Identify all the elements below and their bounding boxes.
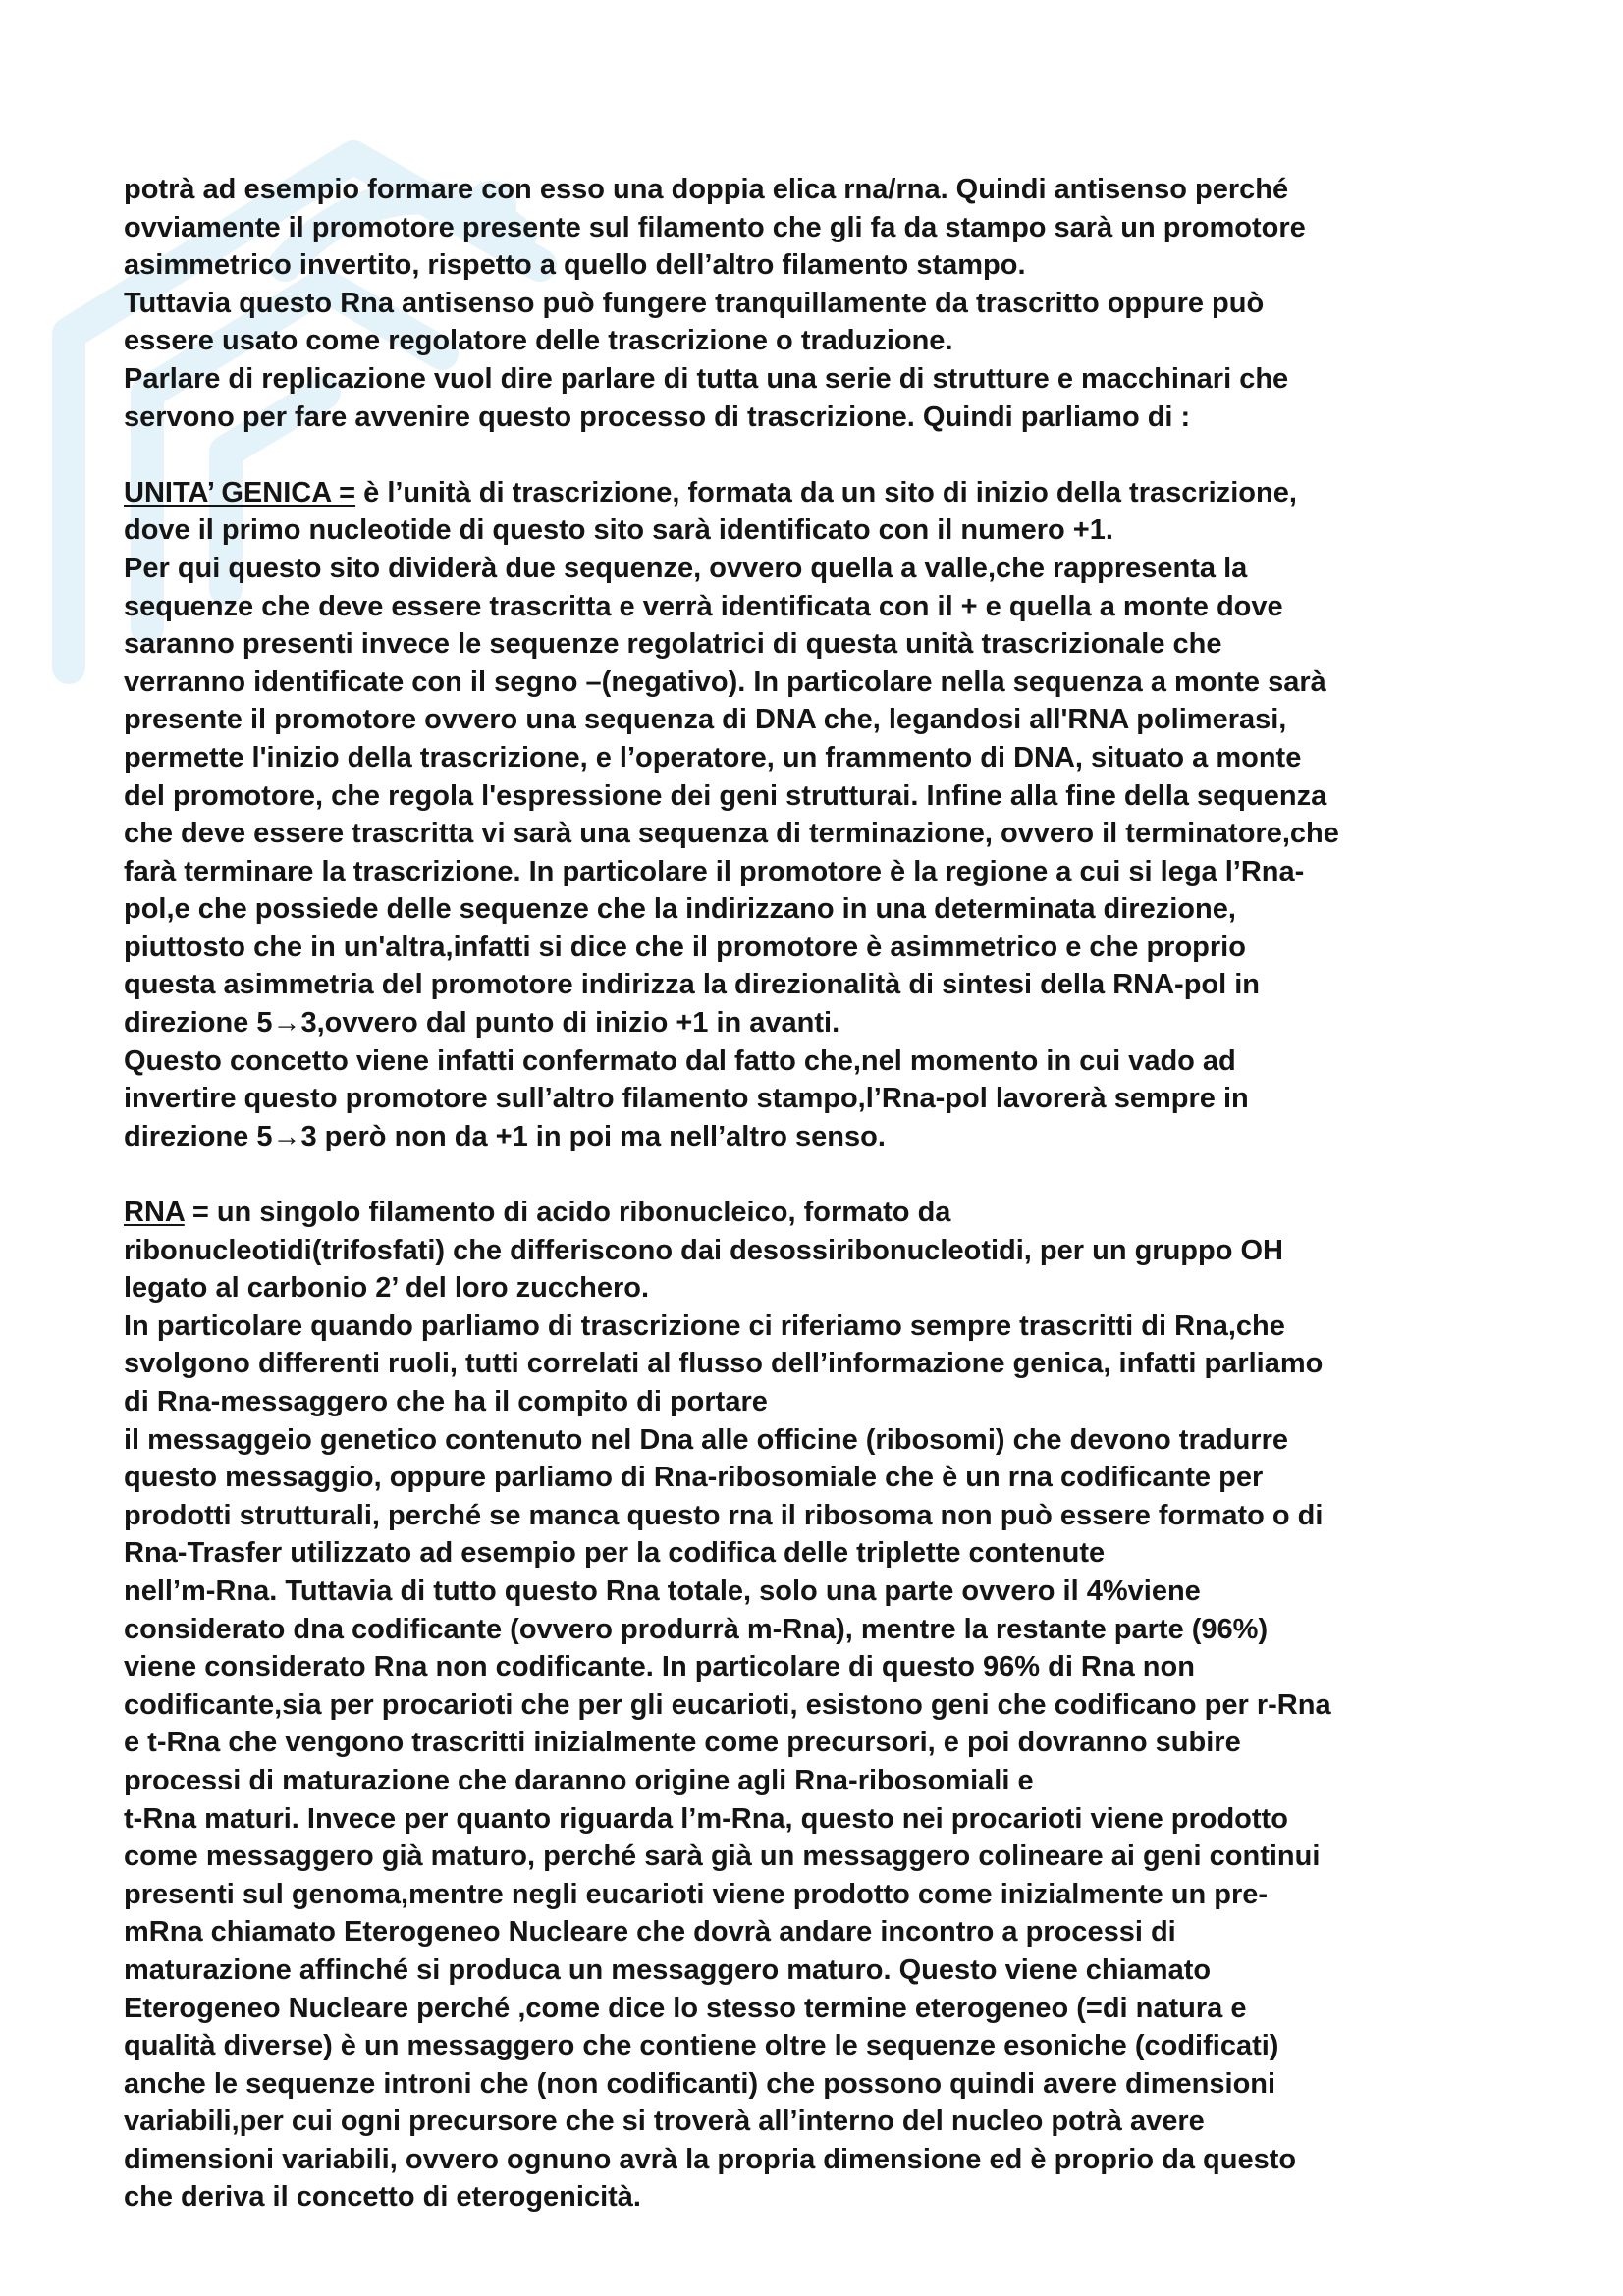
section-heading-line bbox=[124, 1194, 1498, 1232]
text-line: variabili,per cui ogni precursore che si troverà all’interno del nucleo potrà avere bbox=[124, 2106, 1205, 2138]
text-line: direzione 5→3 però non da +1 in poi ma nell’altro senso. bbox=[124, 1120, 886, 1152]
text-line: pol,e che possiede delle sequenze che la indirizzano in una determinata direzione, bbox=[124, 893, 1236, 926]
text-line: che deve essere trascritta vi sarà una sequenza di terminazione, ovvero il terminatore,che bbox=[124, 818, 1339, 850]
paragraph-gap bbox=[124, 1155, 1498, 1194]
text-line: legato al carbonio 2’ del loro zucchero. bbox=[124, 1272, 650, 1305]
text-line: presenti sul genoma,mentre negli eucarioti viene prodotto come inizialmente un pre- bbox=[124, 1878, 1269, 1910]
text-line: Rna-Trasfer utilizzato ad esempio per la codifica delle triplette contenute bbox=[124, 1537, 1106, 1570]
document-body bbox=[124, 171, 1498, 2216]
text-line: viene considerato Rna non codificante. In particolare di questo 96% di Rna non bbox=[124, 1651, 1195, 1683]
section-heading-line bbox=[124, 474, 1498, 512]
paragraph-gap bbox=[124, 436, 1498, 474]
text-line: del promotore, che regola l'espressione dei geni strutturai. Infine alla fine della sequenza bbox=[124, 779, 1327, 812]
text-line: dimensioni variabili, ovvero ognuno avrà la propria dimensione ed è proprio da questo bbox=[124, 2143, 1297, 2175]
text-line: anche le sequenze introni che (non codificanti) che possono quindi avere dimensioni bbox=[124, 2067, 1276, 2100]
text-line: potrà ad esempio formare con esso una doppia elica rna/rna. Quindi antisenso perché bbox=[124, 174, 1289, 205]
text-line: come messaggero già maturo, perché sarà già un messaggero colineare ai geni continui bbox=[124, 1841, 1321, 1873]
text-line: questa asimmetria del promotore indirizza la direzionalità di sintesi della RNA-pol in bbox=[124, 969, 1261, 1001]
text-line: ribonucleotidi(trifosfati) che differiscono dai desossiribonucleotidi, per un gruppo OH bbox=[124, 1234, 1283, 1266]
text-line: svolgono differenti ruoli, tutti correlati al flusso dell’informazione genica, infatti parliamo bbox=[124, 1348, 1324, 1380]
section-heading-rest: = un singolo filamento di acido ribonucleico, formato da bbox=[184, 1197, 951, 1229]
text-line: Eterogeneo Nucleare perché ,come dice lo stesso termine eterogeneo (=di natura e bbox=[124, 1992, 1247, 2024]
text-line: codificante,sia per procarioti che per gli eucarioti, esistono geni che codificano per r-Rna bbox=[124, 1688, 1331, 1721]
text-line: che deriva il concetto di eterogenicità. bbox=[124, 2181, 641, 2214]
text-line: invertire questo promotore sull’altro filamento stampo,l’Rna-pol lavorerà sempre in bbox=[124, 1083, 1249, 1115]
section-heading-rna: RNA bbox=[124, 1197, 185, 1229]
text-line: permette l'inizio della trascrizione, e l’operatore, un frammento di DNA, situato a monte bbox=[124, 741, 1302, 774]
text-line: sequenze che deve essere trascritta e verrà identificata con il + e quella a monte dove bbox=[124, 590, 1283, 622]
text-line: dove il primo nucleotide di questo sito sarà identificato con il numero +1. bbox=[124, 514, 1113, 547]
text-line: In particolare quando parliamo di trascrizione ci riferiamo sempre trascritti di Rna,che bbox=[124, 1309, 1285, 1342]
text-line: nell’m-Rna. Tuttavia di tutto questo Rna totale, solo una parte ovvero il 4%viene bbox=[124, 1575, 1201, 1607]
text-line: asimmetrico invertito, rispetto a quello dell’altro filamento stampo. bbox=[124, 249, 1026, 282]
text-line: Per qui questo sito dividerà due sequenze, ovvero quella a valle,che rappresenta la bbox=[124, 552, 1248, 584]
text-line: Parlare di replicazione vuol dire parlare di tutta una serie di strutture e macchinari che bbox=[124, 362, 1289, 395]
section-heading-rest: è l’unità di trascrizione, formata da un sito di inizio della trascrizione, bbox=[355, 476, 1297, 508]
text-line: essere usato come regolatore delle trascrizione o traduzione. bbox=[124, 325, 953, 357]
text-line: maturazione affinché si produca un messaggero maturo. Questo viene chiamato bbox=[124, 1953, 1212, 1986]
text-line: di Rna-messaggero che ha il compito di portare bbox=[124, 1386, 768, 1417]
text-line: saranno presenti invece le sequenze regolatrici di questa unità trascrizionale che bbox=[124, 628, 1222, 661]
text-line: processi di maturazione che daranno origine agli Rna-ribosomiali e bbox=[124, 1764, 1034, 1796]
text-line: considerato dna codificante (ovvero produrrà m-Rna), mentre la restante parte (96%) bbox=[124, 1613, 1269, 1645]
section-heading-unita-genica: UNITA’ GENICA = bbox=[124, 476, 356, 508]
text-line: verranno identificate con il segno –(negativo). In particolare nella sequenza a monte sarà bbox=[124, 666, 1326, 698]
text-line: direzione 5→3,ovvero dal punto di inizio +1 in avanti. bbox=[124, 1007, 840, 1040]
text-line: servono per fare avvenire questo processo di trascrizione. Quindi parliamo di : bbox=[124, 400, 1191, 433]
text-line: t-Rna maturi. Invece per quanto riguarda l’m-Rna, questo nei procarioti viene prodotto bbox=[124, 1802, 1288, 1835]
text-line: Tuttavia questo Rna antisenso può fungere tranquillamente da trascritto oppure può bbox=[124, 287, 1265, 319]
text-line: farà terminare la trascrizione. In particolare il promotore è la regione a cui si lega l’Rna- bbox=[124, 855, 1305, 887]
text-line: piuttosto che in un'altra,infatti si dice che il promotore è asimmetrico e che proprio bbox=[124, 931, 1246, 963]
text-line: presente il promotore ovvero una sequenza di DNA che, legandosi all'RNA polimerasi, bbox=[124, 704, 1287, 736]
text-line: qualità diverse) è un messaggero che contiene oltre le sequenze esoniche (codificati) bbox=[124, 2030, 1279, 2062]
text-line: ovviamente il promotore presente sul filamento che gli fa da stampo sarà un promotore bbox=[124, 211, 1306, 243]
text-line: mRna chiamato Eterogeneo Nucleare che dovrà andare incontro a processi di bbox=[124, 1916, 1176, 1949]
text-line: Questo concetto viene infatti confermato dal fatto che,nel momento in cui vado ad bbox=[124, 1044, 1236, 1077]
text-line: il messaggeio genetico contenuto nel Dna alle officine (ribosomi) che devono tradurre bbox=[124, 1423, 1288, 1456]
text-line: prodotti strutturali, perché se manca questo rna il ribosoma non può essere formato o di bbox=[124, 1499, 1324, 1531]
text-line: e t-Rna che vengono trascritti inizialmente come precursori, e poi dovranno subire bbox=[124, 1727, 1241, 1759]
text-line: questo messaggio, oppure parliamo di Rna-ribosomiale che è un rna codificante per bbox=[124, 1462, 1264, 1494]
